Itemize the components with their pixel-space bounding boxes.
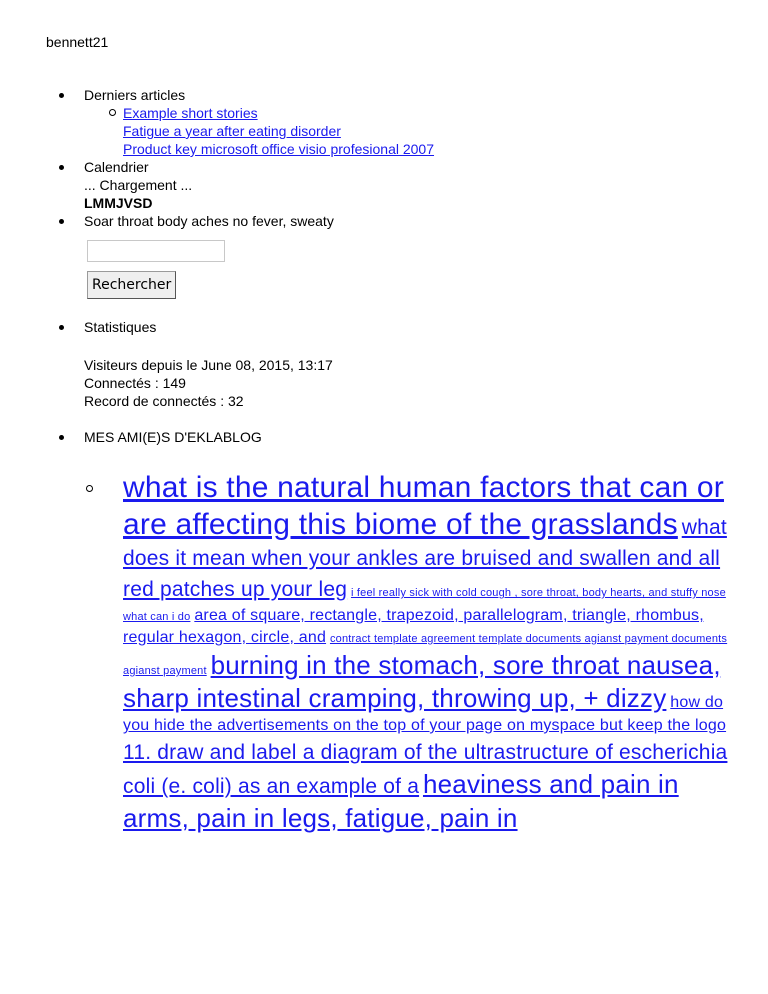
tag-cloud [123, 469, 733, 835]
widget-stats [84, 318, 744, 410]
site-title: bennett21 [46, 34, 109, 50]
list-item [123, 104, 744, 122]
widget-recent-posts [84, 86, 744, 158]
widget-title-friends: MES AMI(E)S D'EKLABLOG [84, 429, 262, 445]
tag-cloud-item [84, 469, 744, 835]
circle-bullet-icon [86, 485, 93, 492]
tag-link[interactable]: how do you hide the advertisements on the top of your page on myspace but keep the logo [123, 694, 727, 734]
list-item [123, 122, 744, 140]
stats-block [84, 356, 744, 410]
search-input[interactable] [87, 240, 225, 262]
widget-calendar [84, 158, 744, 212]
recent-post-link[interactable]: Product key microsoft office visio profesional 2007 [123, 141, 435, 157]
widget-title-search: Soar throat body aches no fever, sweaty [84, 213, 334, 229]
tag-link[interactable]: i feel really sick with cold cough , sore throat, body hearts, and stuffy nose what can i do [123, 587, 726, 623]
widget-title-calendar: Calendrier [84, 159, 149, 175]
tag-link[interactable]: burning in the stomach, sore throat nausea, sharp intestinal cramping, throwing up, + dizzy [123, 650, 721, 713]
recent-posts-list [84, 104, 744, 158]
tag-link[interactable]: what does it mean when your ankles are bruised and swallen and all red patches up your leg [123, 516, 727, 601]
recent-post-link[interactable]: Example short stories [123, 105, 258, 121]
stats-record: Record de connectés : 32 [84, 393, 244, 409]
widget-friends [84, 428, 744, 835]
widget-title-recent: Derniers articles [84, 87, 186, 103]
stats-connected: Connectés : 149 [84, 375, 186, 391]
search-button[interactable]: Rechercher [87, 271, 176, 299]
calendar-loading: ... Chargement ... [84, 177, 193, 193]
tag-link[interactable]: what is the natural human factors that can or are affecting this biome of the grasslands [123, 471, 724, 541]
tag-link[interactable]: heaviness and pain in arms, pain in legs, fatigue, pain in [123, 769, 679, 833]
tag-link[interactable]: 11. draw and label a diagram of the ultrastructure of escherichia coli (e. coli) as an example of a [123, 741, 728, 798]
list-item [123, 140, 744, 158]
tag-link[interactable]: contract template agreement template documents agianst payment documents agianst payment [123, 633, 728, 677]
recent-post-link[interactable]: Fatigue a year after eating disorder [123, 123, 341, 139]
tag-link[interactable]: area of square, rectangle, trapezoid, parallelogram, triangle, rhombus, regular hexagon, circle, and [123, 607, 704, 646]
widget-title-stats: Statistiques [84, 319, 157, 335]
stats-visitors: Visiteurs depuis le June 08, 2015, 13:17 [84, 357, 333, 373]
widget-search [84, 212, 744, 299]
sidebar-widgets [84, 86, 744, 835]
calendar-days: LMMJVSD [84, 195, 153, 211]
